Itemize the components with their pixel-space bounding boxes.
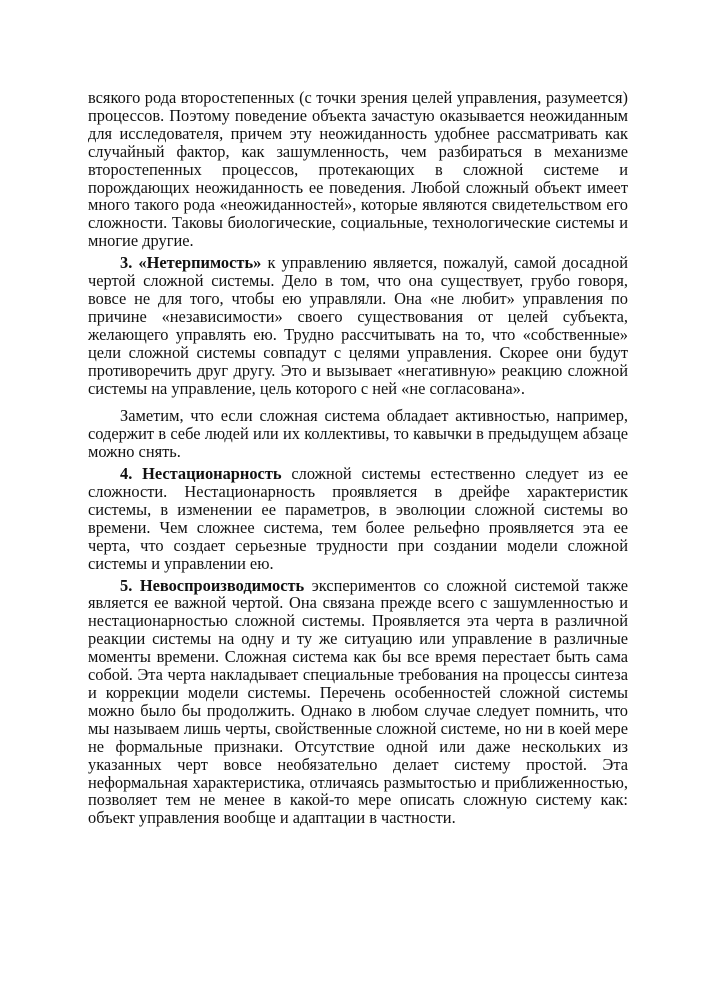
term-nonstationarity: 4. Нестационарность xyxy=(120,464,282,484)
paragraph-text: сложной системы естественно следует из ее сложности. Нестационарность проявляется в дрейфе характеристик системы, в изменении ее параметров, в эволюции сложной системы во времени. Чем сложнее система, тем более рельефно проявляется эта ее черта, что создает серьезные трудности при создании модели сложной системы и управлении ею. xyxy=(88,464,629,573)
term-irreproducibility: 5. Невоспроизводимость xyxy=(120,575,305,595)
paragraph-note xyxy=(88,407,628,461)
paragraph-text: к управлению является, пожалуй, самой досадной чертой сложной системы. Дело в том, что она существует, грубо говоря, вовсе не для того, чтобы ею управляли. Она «не любит» управления по причине «независимости» своего существования от целей субъекта, желающего управлять ею. Трудно рассчитывать на то, что «собственные» цели сложной системы совпадут с целями управления. Скорее они будут противоречить друг другу. Это и вызывает «негативную» реакцию сложной системы на управление, цель которого с ней «не согласована». xyxy=(88,253,628,398)
paragraph-nonstationarity xyxy=(88,465,628,572)
paragraph-irreproducibility xyxy=(88,577,628,828)
paragraph-continuation xyxy=(88,89,628,250)
paragraph-text: всякого рода второстепенных (с точки зрения целей управления, разумеется) процессов. Поэтому поведение объекта зачастую оказывается неожиданным для исследователя, причем эту неожиданность удобнее рассматривать как случайный фактор, как зашумленность, чем разбираться в механизме второстепенных процессов, протекающих в сложной системе и порождающих неожиданность ее поведения. Любой сложный объект имеет много такого рода «неожиданностей», которые являются свидетельством его сложности. Таковы биологические, социальные, технологические системы и многие другие. xyxy=(88,88,628,251)
paragraph-text: экспериментов со сложной системой также является ее важной чертой. Она связана прежде всего с зашумленностью и нестационарностью сложной системы. Проявляется эта черта в различной реакции системы на одну и ту же ситуацию или управление в различные моменты времени. Сложная система как бы все время перестает быть сама собой. Эта черта накладывает специальные требования на процессы синтеза и коррекции модели системы. Перечень особенностей сложной системы можно было бы продолжить. Однако в любом случае следует помнить, что мы называем лишь черты, свойственные сложной системе, но ни в коей мере не формальные признаки. Отсутствие одной или даже нескольких из указанных черт вовсе необязательно делает систему простой. Эта неформальная характеристика, отличаясь размытостью и приближенностью, позволяет тем не менее в какой-то мере описать сложную систему как: объект управления вообще и адаптации в частности. xyxy=(88,575,628,828)
paragraph-intolerance xyxy=(88,254,628,397)
text-block xyxy=(88,89,628,827)
paragraph-text: Заметим, что если сложная система обладает активностью, например, содержит в себе людей или их коллективы, то кавычки в предыдущем абзаце можно снять. xyxy=(88,406,628,462)
term-intolerance: 3. «Нетерпимость» xyxy=(120,253,262,273)
